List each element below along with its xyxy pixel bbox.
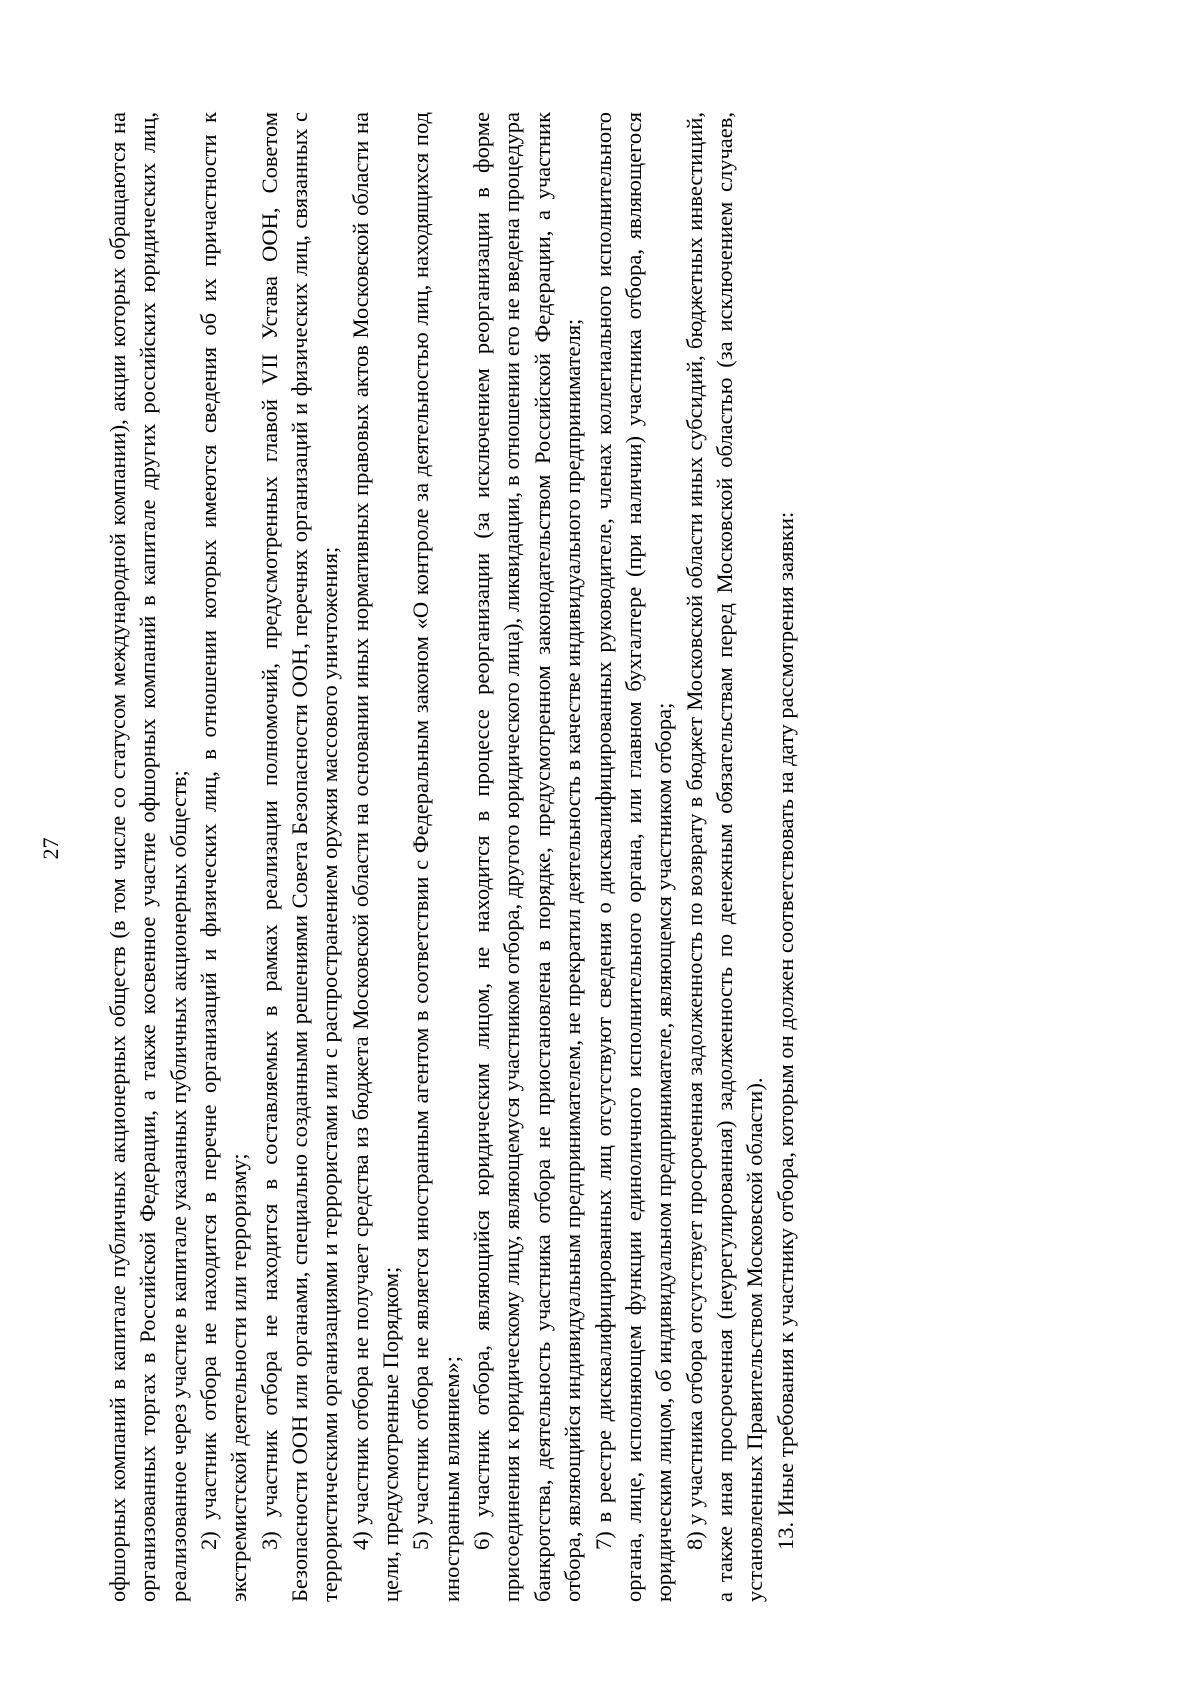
paragraph: 8) у участника отбора отсутствует просроченная задолженность по возврату в бюджет Московской области иных субсидий, бюджетных инвестиций, а также иная просроченная (неурегулированная) задолженность по денежным обязательствам перед Московской областью (за исключением случаев, установленных Правительством Московской области). <box>681 112 768 1602</box>
paragraph: 6) участник отбора, являющийся юридическим лицом, не находится в процессе реорганизации (за исключением реорганизации в форме присоединения к юридическому лицу, являющемуся участником отбора, другого юридического лица), ликвидации, в отношении его не введена процедура банкротства, деятельность участника отбора не приостановлена в порядке, предусмотренном законодательством Российской Федерации, а участник отбора, являющийся индивидуальным предпринимателем, не прекратил деятельность в качестве индивидуального предпринимателя; <box>469 112 586 1602</box>
paragraph: 13. Иные требования к участнику отбора, которым он должен соответствовать на дату рассмотрения заявки: <box>772 511 798 1550</box>
page-number: 27 <box>38 837 63 860</box>
paragraph: офшорных компаний в капитале публичных акционерных обществ (в том числе со статусом международной компании), акции которых обращаются на организованных торгах в Российской Федерации, а также косвенное участие офшорных компаний в капитале других российских юридических лиц, реализованное через участие в капитале указанных публичных акционерных обществ; <box>105 112 191 1602</box>
paragraph: 5) участник отбора не является иностранным агентом в соответствии с Федеральным законом «О контроле за деятельностью лиц, находящихся под иностранным влиянием»; <box>408 112 464 1602</box>
paragraph: 2) участник отбора не находится в перечне организаций и физических лиц, в отношении которых имеются сведения об их причастности к экстремистской деятельности или терроризму; <box>196 112 252 1602</box>
paragraph: 4) участник отбора не получает средства из бюджета Московской области на основании иных нормативных правовых актов Московской области на цели, предусмотренные Порядком; <box>347 112 404 1602</box>
body-text <box>103 112 801 1602</box>
paragraph: 3) участник отбора не находится в составляемых в рамках реализации полномочий, предусмотренных главой VII Устава ООН, Советом Безопасности ООН или органами, специально созданными решениями Совета Безопасности ООН, перечнях организаций и физических лиц, связанных с террористическими организациями и террористами или с распространением оружия массового уничтожения; <box>256 112 343 1602</box>
paragraph: 7) в реестре дисквалифицированных лиц отсутствуют сведения о дисквалифицированных руководителе, членах коллегиального исполнительного органа, лице, исполняющем функции единоличного исполнительного органа, или главном бухгалтере (при наличии) участника отбора, являющегося юридическим лицом, об индивидуальном предпринимателе, являющемся участником отбора; <box>590 112 677 1602</box>
